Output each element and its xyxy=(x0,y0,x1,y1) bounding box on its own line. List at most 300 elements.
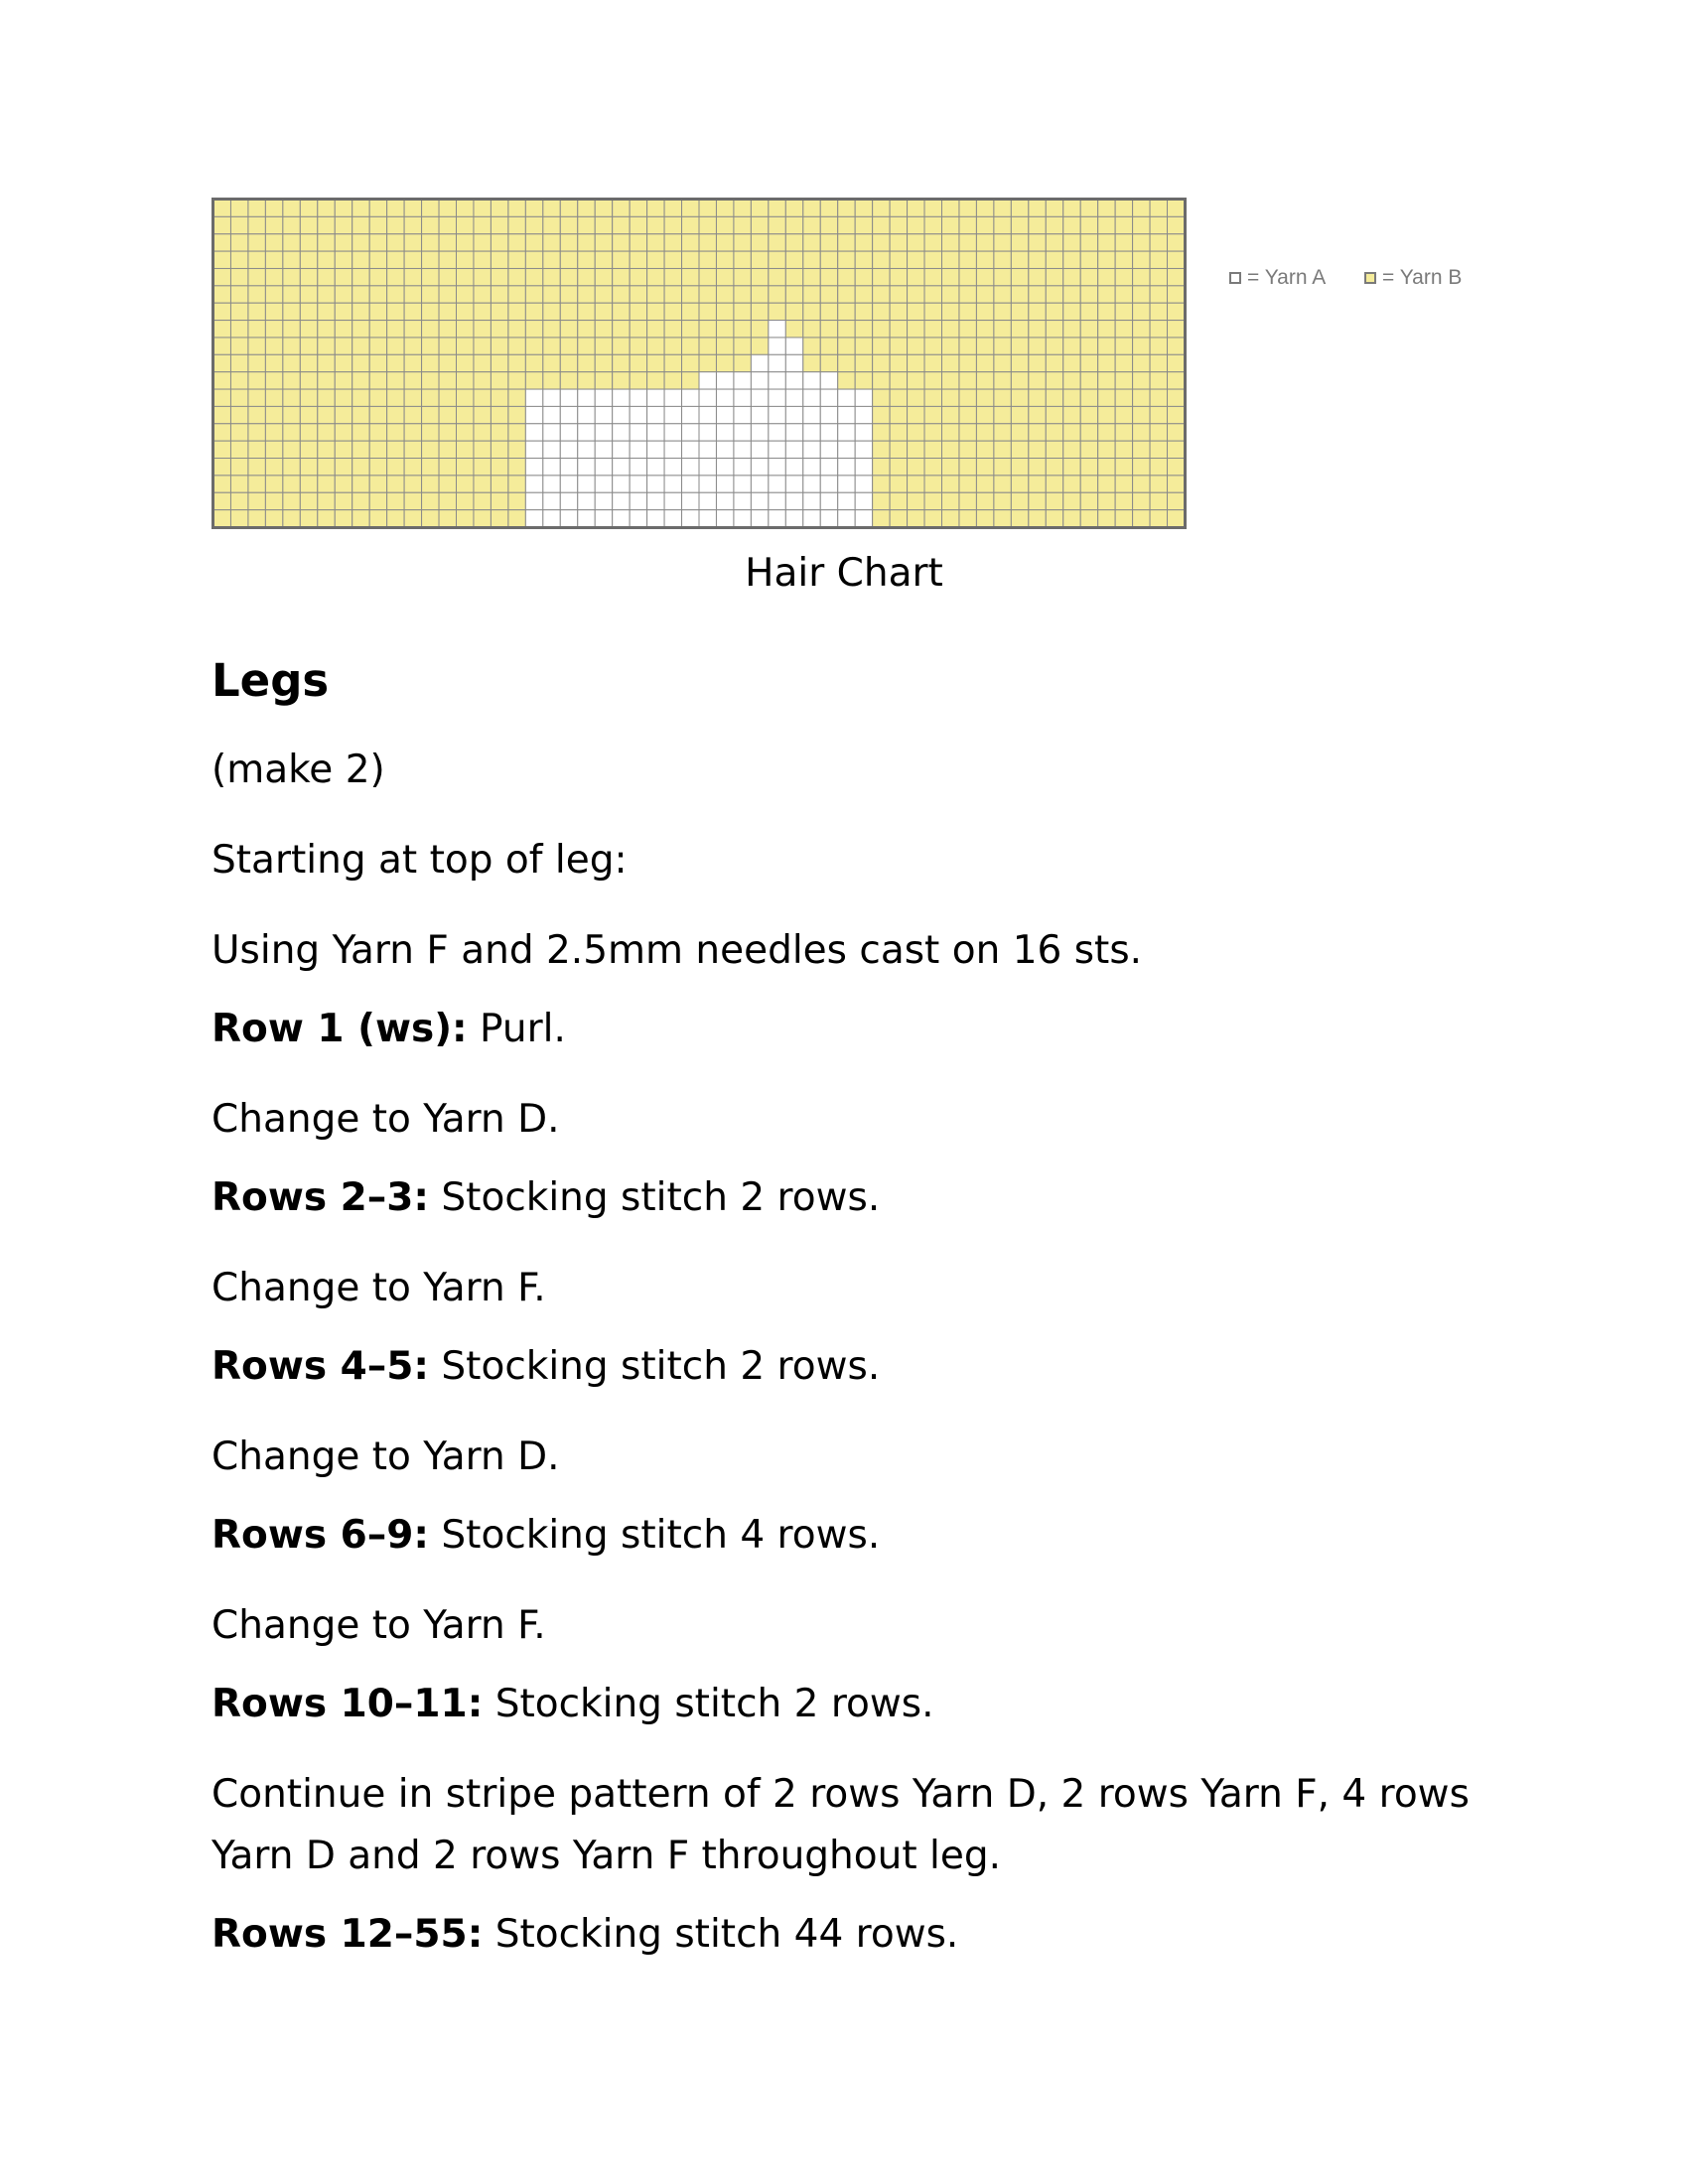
chart-cell-yarn-b xyxy=(1046,372,1062,389)
chart-cell-yarn-b xyxy=(1011,303,1028,320)
instruction-line: Rows 2–3: Stocking stitch 2 rows. xyxy=(211,1175,881,1220)
chart-cell-yarn-a xyxy=(664,459,681,476)
chart-cell-yarn-b xyxy=(318,354,335,371)
chart-cell-yarn-b xyxy=(751,200,768,216)
chart-cell-yarn-b xyxy=(1168,251,1185,268)
chart-cell-yarn-b xyxy=(422,389,439,406)
chart-cell-yarn-b xyxy=(959,234,976,251)
chart-cell-yarn-b xyxy=(335,406,352,423)
chart-cell-yarn-b xyxy=(352,424,369,441)
chart-cell-yarn-b xyxy=(855,268,872,285)
chart-cell-yarn-b xyxy=(1011,216,1028,233)
chart-cell-yarn-b xyxy=(1150,354,1167,371)
chart-cell-yarn-b xyxy=(525,321,542,338)
chart-cell-yarn-b xyxy=(734,200,751,216)
chart-cell-yarn-a xyxy=(525,406,542,423)
chart-cell-yarn-b xyxy=(908,441,924,458)
chart-cell-yarn-b xyxy=(994,510,1011,527)
chart-cell-yarn-b xyxy=(230,216,247,233)
chart-cell-yarn-a xyxy=(595,424,612,441)
chart-cell-yarn-b xyxy=(1046,251,1062,268)
chart-cell-yarn-b xyxy=(1080,476,1097,492)
chart-cell-yarn-a xyxy=(630,510,646,527)
chart-cell-yarn-a xyxy=(525,492,542,509)
chart-cell-yarn-b xyxy=(959,251,976,268)
chart-cell-yarn-b xyxy=(1046,216,1062,233)
chart-cell-yarn-a xyxy=(560,406,577,423)
chart-cell-yarn-b xyxy=(352,251,369,268)
chart-cell-yarn-b xyxy=(352,216,369,233)
chart-cell-yarn-b xyxy=(873,459,890,476)
chart-cell-yarn-a xyxy=(682,510,699,527)
chart-cell-yarn-b xyxy=(422,303,439,320)
chart-cell-yarn-b xyxy=(335,200,352,216)
chart-cell-yarn-b xyxy=(457,459,474,476)
chart-cell-yarn-a xyxy=(560,492,577,509)
chart-cell-yarn-b xyxy=(769,200,785,216)
chart-cell-yarn-b xyxy=(873,234,890,251)
chart-cell-yarn-b xyxy=(404,354,421,371)
chart-cell-yarn-b xyxy=(1115,510,1132,527)
chart-cell-yarn-b xyxy=(682,286,699,303)
chart-cell-yarn-b xyxy=(352,476,369,492)
chart-cell-yarn-a xyxy=(682,424,699,441)
chart-cell-yarn-b xyxy=(838,372,855,389)
chart-cell-yarn-b xyxy=(942,406,959,423)
chart-cell-yarn-b xyxy=(595,234,612,251)
chart-cell-yarn-b xyxy=(664,200,681,216)
chart-cell-yarn-b xyxy=(734,303,751,320)
chart-cell-yarn-b xyxy=(1011,268,1028,285)
chart-cell-yarn-b xyxy=(716,268,733,285)
chart-cell-yarn-b xyxy=(508,338,525,354)
chart-cell-yarn-b xyxy=(1150,321,1167,338)
chart-cell-yarn-b xyxy=(543,286,560,303)
chart-cell-yarn-b xyxy=(838,338,855,354)
chart-cell-yarn-a xyxy=(716,459,733,476)
chart-cell-yarn-b xyxy=(265,441,282,458)
chart-cell-yarn-b xyxy=(613,216,630,233)
chart-cell-yarn-b xyxy=(785,234,802,251)
chart-cell-yarn-b xyxy=(803,216,820,233)
chart-cell-yarn-b xyxy=(1080,354,1097,371)
chart-cell-yarn-b xyxy=(890,200,907,216)
chart-cell-yarn-b xyxy=(387,234,404,251)
chart-cell-yarn-b xyxy=(924,406,941,423)
chart-cell-yarn-b xyxy=(959,354,976,371)
chart-cell-yarn-b xyxy=(924,251,941,268)
chart-cell-yarn-b xyxy=(699,354,716,371)
chart-cell-yarn-b xyxy=(908,354,924,371)
chart-cell-yarn-b xyxy=(595,303,612,320)
chart-cell-yarn-b xyxy=(283,476,300,492)
chart-cell-yarn-b xyxy=(959,200,976,216)
chart-cell-yarn-b xyxy=(994,251,1011,268)
chart-cell-yarn-b xyxy=(716,338,733,354)
chart-cell-yarn-b xyxy=(942,200,959,216)
chart-cell-yarn-b xyxy=(1115,338,1132,354)
chart-cell-yarn-b xyxy=(942,303,959,320)
chart-cell-yarn-b xyxy=(908,286,924,303)
chart-cell-yarn-b xyxy=(560,234,577,251)
chart-cell-yarn-b xyxy=(924,268,941,285)
chart-cell-yarn-b xyxy=(1080,510,1097,527)
chart-cell-yarn-b xyxy=(1011,476,1028,492)
chart-cell-yarn-a xyxy=(543,476,560,492)
chart-cell-yarn-b xyxy=(369,303,386,320)
chart-cell-yarn-b xyxy=(838,268,855,285)
chart-cell-yarn-b xyxy=(699,234,716,251)
chart-cell-yarn-b xyxy=(855,321,872,338)
chart-cell-yarn-b xyxy=(369,406,386,423)
chart-cell-yarn-b xyxy=(994,303,1011,320)
chart-cell-yarn-b xyxy=(318,389,335,406)
chart-cell-yarn-b xyxy=(1133,510,1150,527)
chart-cell-yarn-b xyxy=(1150,424,1167,441)
chart-cell-yarn-b xyxy=(1150,406,1167,423)
chart-cell-yarn-a xyxy=(613,389,630,406)
chart-cell-yarn-a xyxy=(543,510,560,527)
chart-cell-yarn-b xyxy=(457,492,474,509)
chart-cell-yarn-b xyxy=(474,476,491,492)
chart-cell-yarn-b xyxy=(976,216,993,233)
chart-cell-yarn-b xyxy=(994,372,1011,389)
chart-cell-yarn-b xyxy=(734,354,751,371)
chart-cell-yarn-b xyxy=(525,216,542,233)
chart-cell-yarn-b xyxy=(959,459,976,476)
chart-cell-yarn-a xyxy=(751,389,768,406)
chart-cell-yarn-b xyxy=(474,406,491,423)
chart-cell-yarn-a xyxy=(699,476,716,492)
chart-cell-yarn-b xyxy=(387,372,404,389)
chart-cell-yarn-b xyxy=(873,303,890,320)
chart-cell-yarn-a xyxy=(785,476,802,492)
legs-section xyxy=(211,650,1502,1994)
chart-cell-yarn-b xyxy=(560,338,577,354)
chart-cell-yarn-b xyxy=(248,492,265,509)
chart-cell-yarn-b xyxy=(300,268,317,285)
chart-cell-yarn-a xyxy=(630,492,646,509)
chart-cell-yarn-b xyxy=(1115,216,1132,233)
chart-cell-yarn-b xyxy=(508,492,525,509)
chart-cell-yarn-b xyxy=(855,303,872,320)
chart-cell-yarn-b xyxy=(1046,424,1062,441)
chart-cell-yarn-b xyxy=(699,303,716,320)
chart-cell-yarn-b xyxy=(439,216,456,233)
chart-cell-yarn-a xyxy=(734,459,751,476)
chart-cell-yarn-b xyxy=(1168,476,1185,492)
chart-cell-yarn-b xyxy=(560,216,577,233)
chart-cell-yarn-b xyxy=(1168,441,1185,458)
chart-cell-yarn-b xyxy=(942,251,959,268)
chart-cell-yarn-b xyxy=(699,251,716,268)
chart-cell-yarn-b xyxy=(491,492,507,509)
chart-cell-yarn-b xyxy=(1029,389,1046,406)
chart-cell-yarn-b xyxy=(230,251,247,268)
chart-cell-yarn-b xyxy=(803,286,820,303)
chart-cell-yarn-a xyxy=(838,459,855,476)
chart-cell-yarn-b xyxy=(1029,492,1046,509)
chart-cell-yarn-b xyxy=(838,216,855,233)
chart-cell-yarn-b xyxy=(976,389,993,406)
chart-cell-yarn-b xyxy=(942,476,959,492)
chart-cell-yarn-a xyxy=(855,424,872,441)
chart-cell-yarn-b xyxy=(613,234,630,251)
chart-cell-yarn-b xyxy=(924,286,941,303)
chart-cell-yarn-b xyxy=(855,286,872,303)
chart-cell-yarn-b xyxy=(1098,389,1115,406)
chart-cell-yarn-b xyxy=(873,338,890,354)
chart-cell-yarn-b xyxy=(976,268,993,285)
chart-cell-yarn-a xyxy=(803,389,820,406)
chart-cell-yarn-b xyxy=(369,510,386,527)
chart-cell-yarn-b xyxy=(1115,200,1132,216)
chart-cell-yarn-b xyxy=(404,200,421,216)
chart-cell-yarn-a xyxy=(716,424,733,441)
chart-cell-yarn-b xyxy=(300,459,317,476)
instruction-line: Rows 4–5: Stocking stitch 2 rows. xyxy=(211,1344,881,1389)
chart-cell-yarn-b xyxy=(664,234,681,251)
chart-cell-yarn-b xyxy=(1115,441,1132,458)
chart-cell-yarn-b xyxy=(959,424,976,441)
chart-cell-yarn-b xyxy=(1115,492,1132,509)
chart-cell-yarn-b xyxy=(491,459,507,476)
chart-cell-yarn-b xyxy=(873,492,890,509)
chart-cell-yarn-b xyxy=(404,389,421,406)
chart-cell-yarn-a xyxy=(751,510,768,527)
chart-cell-yarn-b xyxy=(855,372,872,389)
chart-cell-yarn-b xyxy=(1063,338,1080,354)
chart-cell-yarn-b xyxy=(976,286,993,303)
chart-cell-yarn-b xyxy=(1063,441,1080,458)
chart-cell-yarn-b xyxy=(283,251,300,268)
chart-cell-yarn-b xyxy=(699,338,716,354)
legend-yarn-b-label: = Yarn B xyxy=(1382,266,1463,289)
chart-cell-yarn-b xyxy=(491,372,507,389)
chart-cell-yarn-b xyxy=(525,268,542,285)
chart-cell-yarn-a xyxy=(751,406,768,423)
chart-cell-yarn-b xyxy=(1046,459,1062,476)
chart-cell-yarn-b xyxy=(352,406,369,423)
chart-cell-yarn-b xyxy=(976,372,993,389)
chart-cell-yarn-b xyxy=(613,372,630,389)
chart-cell-yarn-a xyxy=(560,424,577,441)
chart-cell-yarn-b xyxy=(976,251,993,268)
chart-cell-yarn-a xyxy=(838,510,855,527)
chart-cell-yarn-b xyxy=(369,268,386,285)
chart-cell-yarn-b xyxy=(387,510,404,527)
chart-cell-yarn-b xyxy=(213,492,230,509)
chart-cell-yarn-b xyxy=(439,424,456,441)
chart-cell-yarn-b xyxy=(1168,389,1185,406)
chart-cell-yarn-b xyxy=(300,354,317,371)
chart-cell-yarn-b xyxy=(890,268,907,285)
chart-cell-yarn-b xyxy=(1098,338,1115,354)
chart-cell-yarn-b xyxy=(908,476,924,492)
chart-cell-yarn-b xyxy=(352,372,369,389)
chart-cell-yarn-b xyxy=(976,492,993,509)
chart-cell-yarn-a xyxy=(785,424,802,441)
chart-cell-yarn-b xyxy=(457,216,474,233)
chart-cell-yarn-a xyxy=(716,510,733,527)
chart-cell-yarn-b xyxy=(595,216,612,233)
chart-cell-yarn-b xyxy=(1098,476,1115,492)
chart-cell-yarn-b xyxy=(213,338,230,354)
chart-cell-yarn-a xyxy=(734,424,751,441)
chart-cell-yarn-b xyxy=(1029,406,1046,423)
chart-cell-yarn-b xyxy=(230,321,247,338)
chart-cell-yarn-b xyxy=(1011,234,1028,251)
chart-cell-yarn-a xyxy=(716,441,733,458)
chart-cell-yarn-b xyxy=(908,389,924,406)
chart-cell-yarn-b xyxy=(1133,268,1150,285)
chart-cell-yarn-b xyxy=(508,268,525,285)
chart-cell-yarn-b xyxy=(560,251,577,268)
chart-cell-yarn-a xyxy=(803,406,820,423)
chart-cell-yarn-b xyxy=(578,286,595,303)
chart-cell-yarn-b xyxy=(1150,338,1167,354)
chart-cell-yarn-a xyxy=(578,389,595,406)
chart-cell-yarn-b xyxy=(994,424,1011,441)
chart-cell-yarn-b xyxy=(335,492,352,509)
chart-cell-yarn-b xyxy=(457,389,474,406)
chart-cell-yarn-b xyxy=(335,459,352,476)
chart-cell-yarn-b xyxy=(474,321,491,338)
chart-cell-yarn-b xyxy=(734,268,751,285)
chart-cell-yarn-b xyxy=(959,268,976,285)
chart-cell-yarn-a xyxy=(716,372,733,389)
chart-cell-yarn-b xyxy=(908,510,924,527)
chart-cell-yarn-b xyxy=(1029,354,1046,371)
chart-cell-yarn-b xyxy=(265,424,282,441)
chart-cell-yarn-a xyxy=(613,476,630,492)
chart-cell-yarn-b xyxy=(213,389,230,406)
chart-cell-yarn-b xyxy=(647,321,664,338)
chart-cell-yarn-b xyxy=(508,406,525,423)
chart-cell-yarn-b xyxy=(578,321,595,338)
chart-cell-yarn-b xyxy=(838,286,855,303)
chart-cell-yarn-b xyxy=(1029,251,1046,268)
chart-cell-yarn-b xyxy=(422,459,439,476)
chart-cell-yarn-b xyxy=(543,268,560,285)
chart-cell-yarn-b xyxy=(213,216,230,233)
chart-cell-yarn-b xyxy=(873,510,890,527)
chart-cell-yarn-a xyxy=(664,492,681,509)
chart-cell-yarn-b xyxy=(1080,406,1097,423)
chart-cell-yarn-b xyxy=(1133,251,1150,268)
chart-cell-yarn-b xyxy=(474,492,491,509)
chart-cell-yarn-b xyxy=(942,268,959,285)
chart-cell-yarn-b xyxy=(630,251,646,268)
chart-cell-yarn-b xyxy=(352,200,369,216)
chart-cell-yarn-b xyxy=(318,303,335,320)
chart-cell-yarn-b xyxy=(352,268,369,285)
chart-cell-yarn-b xyxy=(457,321,474,338)
chart-cell-yarn-b xyxy=(976,510,993,527)
chart-cell-yarn-b xyxy=(613,354,630,371)
chart-cell-yarn-b xyxy=(213,234,230,251)
chart-cell-yarn-b xyxy=(335,510,352,527)
section-heading: Legs xyxy=(211,654,330,707)
chart-cell-yarn-b xyxy=(1168,338,1185,354)
chart-cell-yarn-b xyxy=(422,476,439,492)
chart-cell-yarn-b xyxy=(369,354,386,371)
chart-cell-yarn-b xyxy=(630,321,646,338)
chart-cell-yarn-b xyxy=(1063,268,1080,285)
chart-cell-yarn-b xyxy=(1063,234,1080,251)
chart-cell-yarn-b xyxy=(474,389,491,406)
chart-cell-yarn-b xyxy=(543,303,560,320)
chart-cell-yarn-b xyxy=(508,476,525,492)
chart-cell-yarn-b xyxy=(890,234,907,251)
chart-cell-yarn-b xyxy=(994,389,1011,406)
chart-cell-yarn-b xyxy=(404,216,421,233)
chart-cell-yarn-b xyxy=(352,354,369,371)
chart-cell-yarn-b xyxy=(265,389,282,406)
chart-cell-yarn-b xyxy=(976,406,993,423)
chart-cell-yarn-b xyxy=(890,303,907,320)
legend-yarn-a xyxy=(1229,266,1326,290)
chart-cell-yarn-b xyxy=(803,234,820,251)
chart-cell-yarn-b xyxy=(1063,406,1080,423)
chart-cell-yarn-b xyxy=(248,216,265,233)
chart-cell-yarn-b xyxy=(873,441,890,458)
chart-cell-yarn-a xyxy=(699,372,716,389)
chart-cell-yarn-b xyxy=(595,286,612,303)
chart-cell-yarn-b xyxy=(924,234,941,251)
chart-cell-yarn-a xyxy=(664,389,681,406)
instruction-line: Using Yarn F and 2.5mm needles cast on 16 sts. xyxy=(211,928,1143,973)
chart-cell-yarn-b xyxy=(785,268,802,285)
chart-cell-yarn-a xyxy=(647,510,664,527)
chart-cell-yarn-b xyxy=(873,424,890,441)
chart-cell-yarn-b xyxy=(1080,268,1097,285)
chart-cell-yarn-b xyxy=(994,321,1011,338)
chart-cell-yarn-b xyxy=(664,372,681,389)
chart-cell-yarn-a xyxy=(699,389,716,406)
chart-cell-yarn-b xyxy=(716,321,733,338)
chart-cell-yarn-b xyxy=(647,354,664,371)
chart-cell-yarn-b xyxy=(1098,441,1115,458)
chart-cell-yarn-b xyxy=(942,459,959,476)
chart-cell-yarn-a xyxy=(647,441,664,458)
chart-cell-yarn-b xyxy=(1150,372,1167,389)
chart-cell-yarn-b xyxy=(404,459,421,476)
chart-cell-yarn-b xyxy=(734,338,751,354)
chart-cell-yarn-b xyxy=(699,200,716,216)
chart-cell-yarn-b xyxy=(613,251,630,268)
chart-cell-yarn-b xyxy=(474,268,491,285)
instruction-line: Rows 6–9: Stocking stitch 4 rows. xyxy=(211,1513,881,1558)
chart-cell-yarn-b xyxy=(491,216,507,233)
chart-cell-yarn-a xyxy=(734,476,751,492)
chart-cell-yarn-b xyxy=(630,216,646,233)
chart-cell-yarn-b xyxy=(820,251,837,268)
chart-cell-yarn-b xyxy=(976,338,993,354)
chart-cell-yarn-b xyxy=(630,286,646,303)
chart-cell-yarn-b xyxy=(630,354,646,371)
chart-cell-yarn-b xyxy=(283,389,300,406)
chart-cell-yarn-b xyxy=(248,303,265,320)
chart-cell-yarn-b xyxy=(300,372,317,389)
chart-cell-yarn-b xyxy=(352,286,369,303)
chart-cell-yarn-a xyxy=(595,441,612,458)
chart-cell-yarn-b xyxy=(335,321,352,338)
chart-cell-yarn-b xyxy=(578,303,595,320)
chart-cell-yarn-b xyxy=(1168,459,1185,476)
chart-cell-yarn-a xyxy=(578,459,595,476)
chart-cell-yarn-b xyxy=(474,441,491,458)
